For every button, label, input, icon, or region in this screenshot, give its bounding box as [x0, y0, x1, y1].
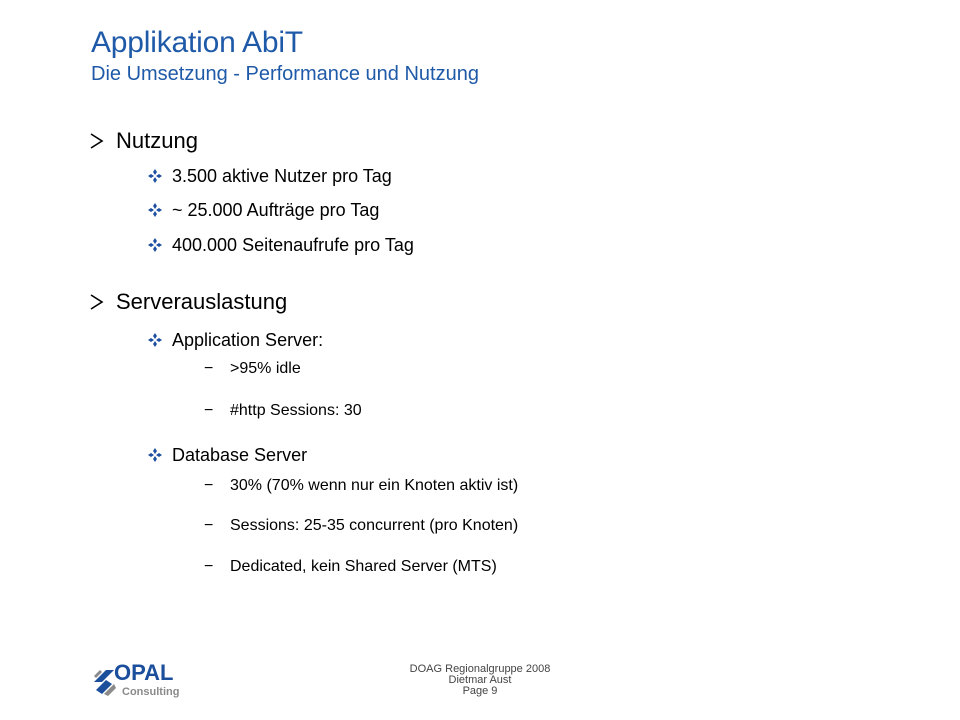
sub-list-item-text: #http Sessions: 30 — [230, 402, 362, 419]
opal-consulting-logo — [92, 654, 192, 702]
diamond-bullet-icon — [148, 329, 172, 351]
list-item — [148, 234, 414, 256]
sub-list-item-text: >95% idle — [230, 360, 301, 377]
dash-bullet: − — [204, 517, 214, 534]
sub-list-item — [204, 401, 362, 421]
diamond-bullet-icon — [148, 165, 172, 187]
diamond-bullet-icon — [148, 444, 172, 466]
diamond-bullet-icon — [148, 234, 172, 256]
arrow-bullet-icon — [90, 128, 116, 154]
sub-list-item-text: Dedicated, kein Shared Server (MTS) — [230, 558, 497, 575]
list-item-text: 400.000 Seitenaufrufe pro Tag — [172, 235, 414, 255]
logo-mark-icon — [94, 670, 116, 696]
list-item — [148, 444, 307, 466]
dash-bullet: − — [204, 402, 214, 419]
sub-list-item-text: Sessions: 25-35 concurrent (pro Knoten) — [230, 517, 519, 534]
dash-bullet: − — [204, 477, 214, 494]
dash-bullet: − — [204, 558, 214, 575]
list-item-text: Application Server: — [172, 330, 324, 350]
sub-list-item — [204, 516, 518, 536]
section-heading-label: Serverauslastung — [116, 289, 288, 314]
section-heading-nutzung — [90, 128, 198, 154]
svg-text:OPAL: OPAL — [114, 660, 174, 685]
svg-text:Consulting: Consulting — [122, 686, 180, 698]
footer-event: DOAG Regionalgruppe 2008 — [409, 663, 551, 675]
list-item-text: ~ 25.000 Aufträge pro Tag — [172, 200, 380, 220]
sub-list-item — [204, 557, 497, 577]
slide-subtitle: Die Umsetzung - Performance und Nutzung — [91, 63, 479, 85]
list-item — [148, 329, 323, 351]
sub-list-item — [204, 359, 301, 379]
list-item-text: Database Server — [172, 445, 308, 465]
footer-author: Dietmar Aust — [448, 674, 512, 686]
page-number: Page 9 — [462, 685, 498, 697]
footer — [380, 664, 580, 697]
diamond-bullet-icon — [148, 199, 172, 221]
section-heading-serverauslastung — [90, 289, 287, 315]
dash-bullet: − — [204, 360, 214, 377]
sub-list-item — [204, 476, 518, 496]
slide-title: Applikation AbiT — [91, 26, 303, 59]
arrow-bullet-icon — [90, 289, 116, 315]
section-heading-label: Nutzung — [116, 128, 198, 153]
list-item — [148, 199, 379, 221]
list-item — [148, 165, 392, 187]
list-item-text: 3.500 aktive Nutzer pro Tag — [172, 166, 392, 186]
sub-list-item-text: 30% (70% wenn nur ein Knoten aktiv ist) — [230, 477, 519, 494]
